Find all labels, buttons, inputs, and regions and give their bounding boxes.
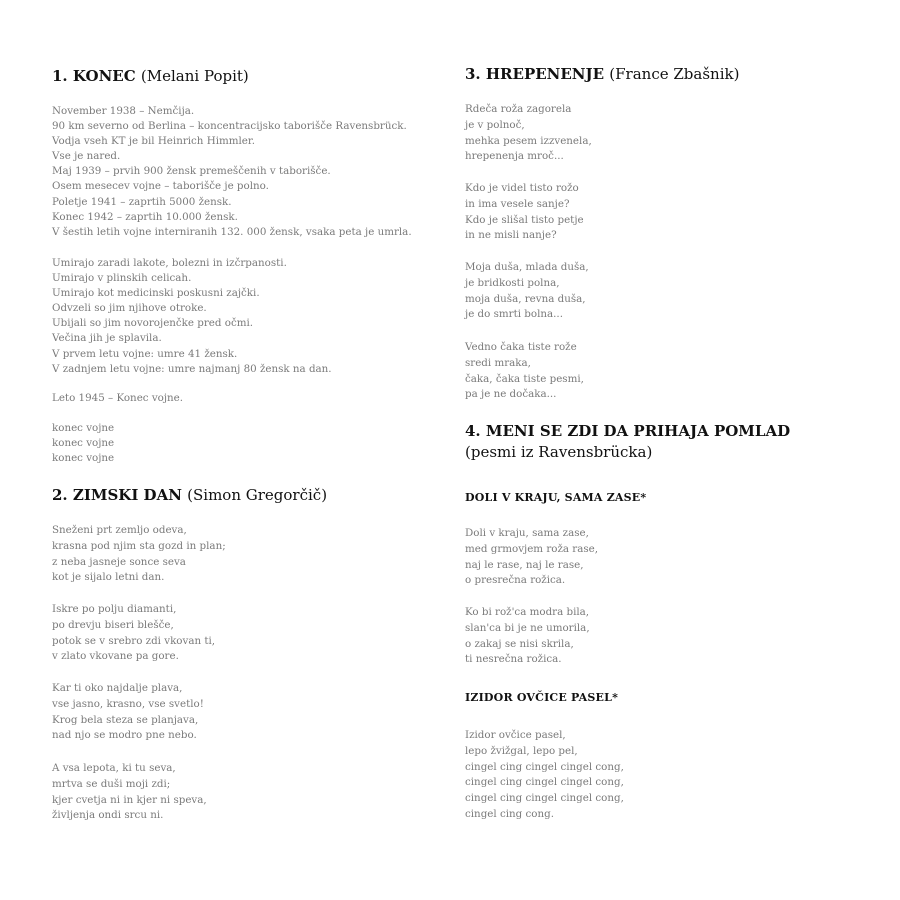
text-line: Moja duša, mlada duša, — [465, 261, 589, 273]
poem-title-doli-v-kraju: DOLI V KRAJU, SAMA ZASE* — [465, 491, 647, 504]
text-line: z neba jasneje sonce seva — [52, 555, 186, 568]
text-line: Ko bi rož'ca modra bila, — [465, 606, 590, 618]
text-line: Vedno čaka tiste rože — [465, 341, 577, 353]
stanza — [465, 728, 865, 823]
text-line: Doli v kraju, sama zase, — [465, 527, 589, 539]
text-line: Kdo je videl tisto rožo — [465, 182, 579, 194]
section-title — [465, 64, 865, 84]
text-line: in ima vesele sanje? — [465, 197, 570, 210]
stanza — [465, 181, 865, 244]
section-heading: 1. KONEC — [52, 67, 136, 85]
text-line: o presrečna rožica. — [465, 574, 566, 587]
section-title — [52, 485, 447, 505]
poem-title-izidor: IZIDOR OVČICE PASEL* — [465, 691, 619, 704]
text-line: med grmovjem roža rase, — [465, 542, 599, 555]
text-line: A vsa lepota, ki tu seva, — [52, 762, 176, 774]
text-line: Ubijali so jim novorojenčke pred očmi. — [52, 317, 254, 330]
text-line: je bridkosti polna, — [465, 276, 560, 289]
stanza — [52, 256, 447, 377]
text-line: cingel cing cingel cingel cong, — [465, 792, 624, 805]
text-line: krasna pod njim sta gozd in plan; — [52, 539, 226, 552]
text-line: o zakaj se nisi skrila, — [465, 637, 574, 650]
text-line: slan'ca bi je ne umorila, — [465, 621, 590, 634]
text-line: konec vojne — [52, 452, 115, 465]
text-line: 90 km severno od Berlina – koncentracijsko taborišče Ravensbrück. — [52, 120, 407, 133]
text-line: naj le rase, naj le rase, — [465, 558, 584, 571]
text-line: konec vojne — [52, 422, 115, 434]
text-line: Umirajo kot medicinski poskusni zajčki. — [52, 287, 260, 300]
text-line: cingel cing cingel cingel cong, — [465, 760, 624, 773]
text-line: Poletje 1941 – zaprtih 5000 žensk. — [52, 195, 232, 208]
stanza — [465, 102, 865, 165]
section-heading: 2. ZIMSKI DAN — [52, 486, 182, 504]
section-title — [52, 66, 447, 86]
text-line: mrtva se duši moji zdi; — [52, 777, 171, 790]
section-heading: 3. HREPENENJE — [465, 65, 605, 83]
stanza — [52, 602, 447, 665]
text-line: V zadnjem letu vojne: umre najmanj 80 žensk na dan. — [52, 362, 332, 375]
stanza — [52, 681, 447, 744]
text-line: konec vojne — [52, 437, 115, 450]
text-line: V šestih letih vojne interniranih 132. 000 žensk, vsaka peta je umrla. — [52, 225, 412, 238]
section-hrepenenje — [465, 64, 865, 84]
text-line: mehka pesem izzvenela, — [465, 134, 592, 147]
stanza — [465, 605, 865, 668]
section-author: (Melani Popit) — [140, 67, 249, 85]
text-line: Osem mesecev vojne – taborišče je polno. — [52, 180, 269, 193]
text-line: v zlato vkovane pa gore. — [52, 650, 179, 663]
section-pomlad — [465, 421, 865, 463]
text-line: Maj 1939 – prvih 900 žensk premeščenih v taborišče. — [52, 165, 331, 178]
text-line: cingel cing cingel cingel cong, — [465, 776, 624, 789]
text-line: Sneženi prt zemljo odeva, — [52, 524, 187, 536]
text-line: Vse je nared. — [52, 150, 121, 163]
text-line: Izidor ovčice pasel, — [465, 729, 566, 741]
text-line: in ne misli nanje? — [465, 229, 557, 242]
text-line: sredi mraka, — [465, 356, 531, 369]
section-subtitle: (pesmi iz Ravensbrücka) — [465, 443, 653, 461]
text-line: V prvem letu vojne: umre 41 žensk. — [52, 347, 238, 360]
text-line: hrepenenja mroč... — [465, 150, 564, 163]
text-line: je v polnoč, — [465, 118, 525, 131]
section-konec — [52, 66, 447, 86]
section-zimski-dan — [52, 485, 447, 505]
stanza — [52, 104, 447, 240]
text-line: je do smrti bolna... — [465, 308, 563, 321]
stanza — [52, 421, 447, 466]
text-line: lepo žvižgal, lepo pel, — [465, 744, 578, 757]
text-line: potok se v srebro zdi vkovan ti, — [52, 634, 216, 647]
text-line: Iskre po polju diamanti, — [52, 603, 177, 615]
text-line: Umirajo zaradi lakote, bolezni in izčrpanosti. — [52, 257, 287, 269]
text-line: Večina jih je splavila. — [52, 332, 162, 345]
text-line: Odvzeli so jim njihove otroke. — [52, 302, 207, 315]
text-line: kot je sijalo letni dan. — [52, 571, 165, 584]
section-author: (Simon Gregorčič) — [187, 486, 328, 504]
text-line: Kar ti oko najdalje plava, — [52, 682, 183, 694]
stanza — [52, 523, 447, 586]
text-line: cingel cing cong. — [465, 807, 554, 820]
stanza — [465, 260, 865, 323]
text-line: Konec 1942 – zaprtih 10.000 žensk. — [52, 210, 238, 223]
text-line: pa je ne dočaka... — [465, 388, 557, 401]
text-line: Krog bela steza se planjava, — [52, 713, 199, 726]
stanza — [465, 340, 865, 403]
section-title — [465, 421, 865, 441]
text-line: Leto 1945 – Konec vojne. — [52, 392, 184, 404]
text-line: Kdo je slišal tisto petje — [465, 213, 584, 226]
text-line: kjer cvetja ni in kjer ni speva, — [52, 793, 207, 806]
text-line: po drevju biseri blešče, — [52, 618, 174, 631]
text-line: moja duša, revna duša, — [465, 292, 586, 305]
text-line: ti nesrečna rožica. — [465, 653, 562, 666]
stanza — [52, 391, 447, 406]
section-author: (France Zbašnik) — [609, 65, 740, 83]
text-line: čaka, čaka tiste pesmi, — [465, 372, 584, 385]
text-line: življenja ondi srcu ni. — [52, 809, 164, 822]
text-line: November 1938 – Nemčija. — [52, 105, 195, 117]
section-heading: 4. MENI SE ZDI DA PRIHAJA POMLAD — [465, 422, 791, 440]
text-line: Rdeča roža zagorela — [465, 103, 572, 115]
stanza — [465, 526, 865, 589]
text-line: Umirajo v plinskih celicah. — [52, 272, 192, 285]
text-line: Vodja vseh KT je bil Heinrich Himmler. — [52, 135, 255, 148]
stanza — [52, 761, 447, 824]
text-line: vse jasno, krasno, vse svetlo! — [52, 697, 204, 710]
text-line: nad njo se modro pne nebo. — [52, 729, 197, 742]
